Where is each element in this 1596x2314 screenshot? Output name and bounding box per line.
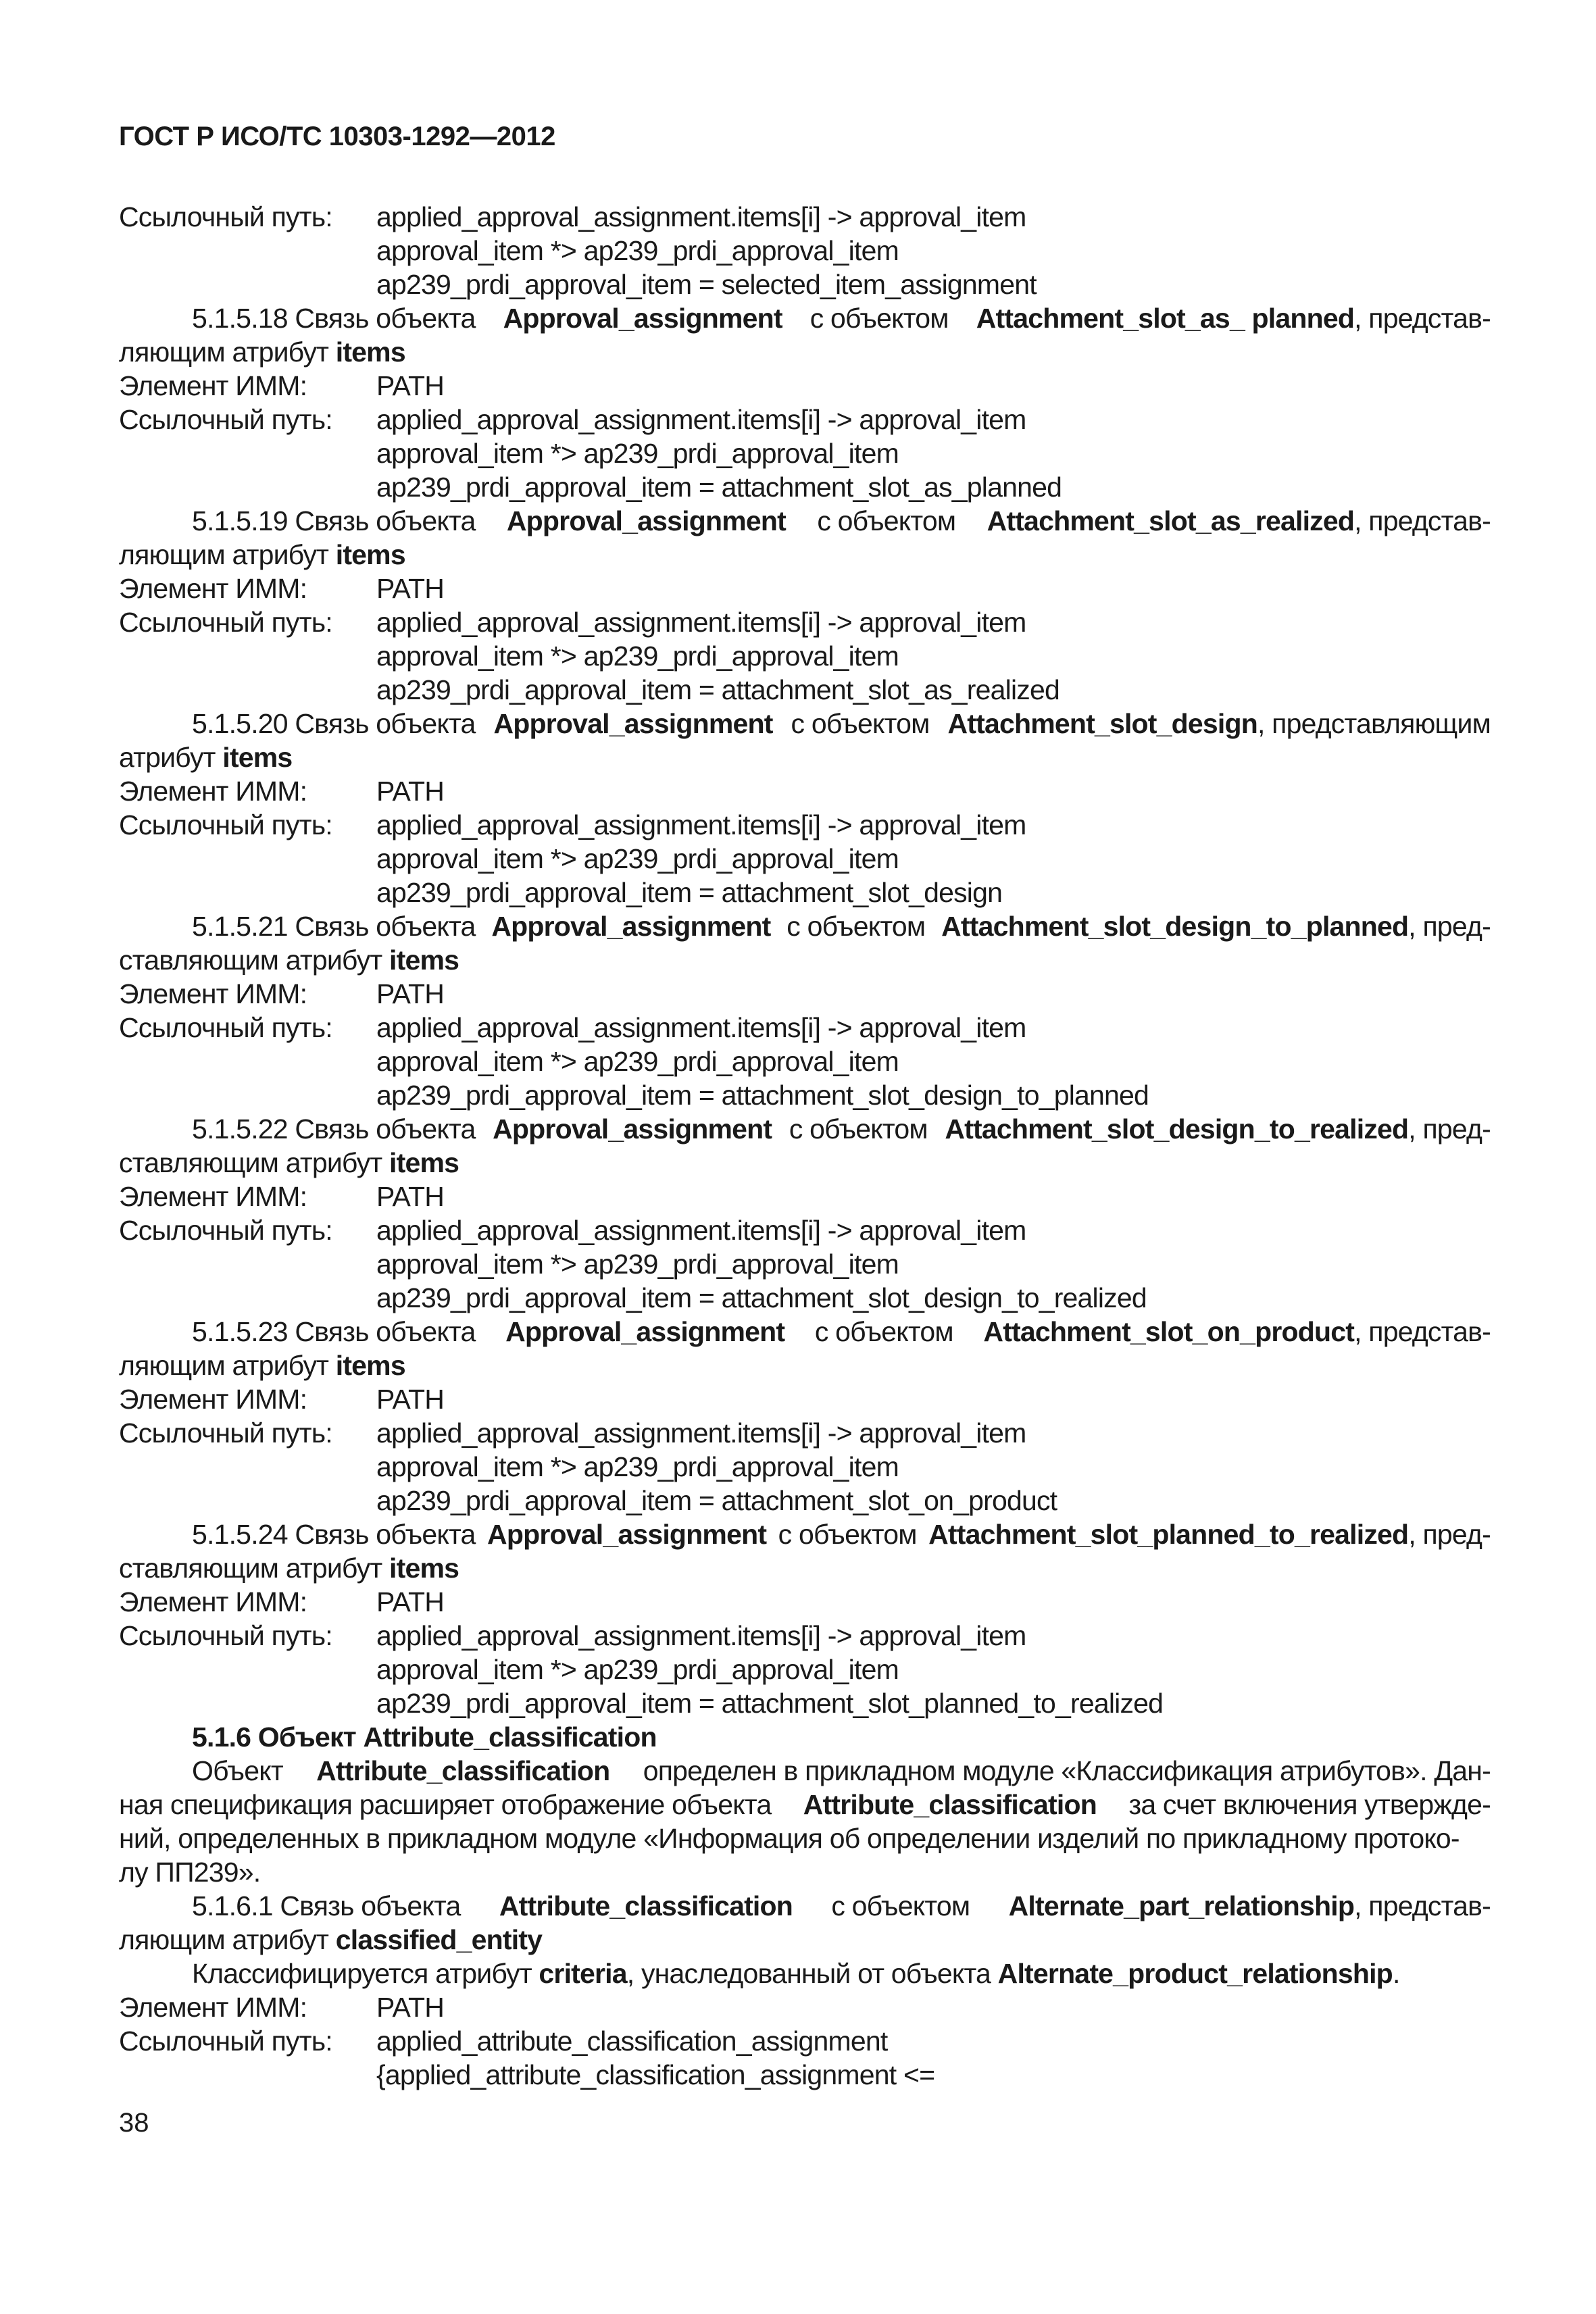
- imm-label: Элемент ИММ:: [119, 978, 307, 1009]
- path-expression: ap239_prdi_approval_item = attachment_slot_as_realized: [376, 674, 1059, 705]
- target-object-name: Attachment_slot_on_product: [983, 1316, 1355, 1347]
- object-name: Approval_assignment: [506, 505, 786, 536]
- object-name: Alternate_product_relationship: [997, 1958, 1393, 1989]
- target-group: [945, 1112, 1491, 1146]
- path-line: [119, 268, 1491, 301]
- heading-continuation: ляющим атрибут: [119, 1924, 329, 1955]
- path-expression: ap239_prdi_approval_item = attachment_slot_as_planned: [376, 472, 1062, 503]
- path-expression: ap239_prdi_approval_item = attachment_slot_design_to_planned: [376, 1080, 1149, 1111]
- attribute-name: criteria: [539, 1958, 627, 1989]
- imm-element-row: [119, 369, 1491, 403]
- path-expression: approval_item *> ap239_prdi_approval_item: [376, 1249, 899, 1280]
- path-expression: applied_approval_assignment.items[i] -> approval_item: [376, 404, 1026, 435]
- path-label: Ссылочный путь:: [119, 1417, 332, 1449]
- target-group: [987, 504, 1491, 538]
- heading-continuation: ляющим атрибут: [119, 539, 329, 570]
- section-heading-continued: [119, 1923, 1491, 1957]
- target-object-name: Attachment_slot_as_ planned: [976, 303, 1355, 334]
- path-expression: approval_item *> ap239_prdi_approval_item: [376, 1654, 899, 1685]
- path-expression: approval_item *> ap239_prdi_approval_item: [376, 1451, 899, 1482]
- path-label: Ссылочный путь:: [119, 1620, 332, 1651]
- path-label: Ссылочный путь:: [119, 201, 332, 232]
- heading-tail: , пред-: [1408, 911, 1491, 942]
- imm-label: Элемент ИММ:: [119, 776, 307, 807]
- connector-text: с объектом: [791, 708, 930, 739]
- path-label: Ссылочный путь:: [119, 1215, 332, 1246]
- target-group: [941, 909, 1491, 943]
- path-line: [119, 403, 1491, 436]
- attribute-name: items: [335, 336, 405, 368]
- heading-tail: , представ-: [1354, 1316, 1491, 1347]
- section-heading: [119, 707, 1491, 740]
- section-heading-continued: [119, 943, 1491, 977]
- target-group: [1009, 1889, 1491, 1923]
- imm-value: PATH: [376, 1181, 445, 1212]
- section-heading: [119, 909, 1491, 943]
- attribute-name: classified_entity: [335, 1924, 543, 1955]
- imm-label: Элемент ИММ:: [119, 1181, 307, 1212]
- path-line: [119, 1416, 1491, 1450]
- path-expression: applied_approval_assignment.items[i] -> approval_item: [376, 607, 1026, 638]
- target-group: [928, 1517, 1491, 1551]
- path-line: [119, 436, 1491, 470]
- section-heading: [119, 1315, 1491, 1349]
- object-name: Attribute_classification: [499, 1890, 793, 1921]
- text: .: [1392, 1958, 1400, 1989]
- target-group: [983, 1315, 1491, 1349]
- section-heading-continued: [119, 740, 1491, 774]
- object-name: Approval_assignment: [491, 911, 771, 942]
- heading-tail: , представ-: [1354, 1890, 1491, 1921]
- path-expression: {applied_attribute_classification_assignment <=: [376, 2059, 935, 2090]
- path-label: Ссылочный путь:: [119, 2026, 332, 2057]
- path-expression: approval_item *> ap239_prdi_approval_item: [376, 438, 899, 469]
- subsection-object-name: Attribute_classification: [363, 1721, 657, 1753]
- path-line: [119, 1247, 1491, 1281]
- subsection-number: 5.1.6 Объект: [192, 1721, 356, 1753]
- object-name: Approval_assignment: [505, 1316, 785, 1347]
- heading-continuation: ставляющим атрибут: [119, 945, 382, 976]
- path-line: [119, 1484, 1491, 1517]
- path-label: Ссылочный путь:: [119, 1012, 332, 1043]
- section-heading: [119, 1112, 1491, 1146]
- text: , унаследованный от объекта: [626, 1958, 991, 1989]
- connector-text: с объектом: [787, 911, 926, 942]
- heading-continuation: ляющим атрибут: [119, 336, 329, 368]
- path-line: [119, 1450, 1491, 1484]
- section-heading-continued: [119, 335, 1491, 369]
- text: определен в прикладном модуле «Классификация атрибутов». Дан-: [643, 1755, 1491, 1786]
- imm-value: PATH: [376, 573, 445, 604]
- heading-tail: , пред-: [1408, 1113, 1491, 1145]
- section-number: 5.1.5.23 Связь объекта: [192, 1316, 476, 1347]
- section-heading: [119, 1517, 1491, 1551]
- text: Классифицируется атрибут: [192, 1958, 532, 1989]
- imm-label: Элемент ИММ:: [119, 1384, 307, 1415]
- page-number: 38: [119, 2108, 149, 2138]
- text: за счет включения утвержде-: [1128, 1789, 1491, 1820]
- text: ная спецификация расширяет отображение объекта: [119, 1789, 772, 1820]
- object-name: Approval_assignment: [493, 708, 773, 739]
- path-expression: approval_item *> ap239_prdi_approval_item: [376, 235, 899, 266]
- target-object-name: Alternate_part_relationship: [1008, 1890, 1355, 1921]
- path-expression: applied_approval_assignment.items[i] -> approval_item: [376, 1417, 1026, 1449]
- path-line: [119, 1619, 1491, 1653]
- imm-value: PATH: [376, 370, 445, 401]
- path-line: [119, 1213, 1491, 1247]
- section-number: 5.1.5.24 Связь объекта: [192, 1519, 476, 1550]
- path-line: [119, 1045, 1491, 1078]
- attribute-name: items: [335, 1350, 405, 1381]
- path-expression: approval_item *> ap239_prdi_approval_item: [376, 843, 899, 874]
- target-object-name: Attachment_slot_design_to_planned: [941, 911, 1409, 942]
- path-line: [119, 1686, 1491, 1720]
- section-heading: [119, 301, 1491, 335]
- path-line: [119, 200, 1491, 234]
- path-expression: approval_item *> ap239_prdi_approval_item: [376, 640, 899, 672]
- object-name: Approval_assignment: [503, 303, 782, 334]
- path-line: [119, 673, 1491, 707]
- paragraph-line: [119, 1754, 1491, 1788]
- path-expression: applied_approval_assignment.items[i] -> approval_item: [376, 1215, 1026, 1246]
- target-object-name: Attachment_slot_as_realized: [987, 505, 1355, 536]
- text: Объект: [192, 1755, 283, 1786]
- section-number: 5.1.5.20 Связь объекта: [192, 708, 476, 739]
- imm-label: Элемент ИММ:: [119, 1586, 307, 1617]
- connector-text: с объектом: [814, 1316, 953, 1347]
- target-group: [947, 707, 1491, 740]
- imm-value: PATH: [376, 1992, 445, 2023]
- path-expression: ap239_prdi_approval_item = attachment_slot_design_to_realized: [376, 1282, 1147, 1313]
- section-heading-continued: [119, 1146, 1491, 1180]
- path-expression: ap239_prdi_approval_item = attachment_slot_design: [376, 877, 1003, 908]
- path-line: [119, 808, 1491, 842]
- path-line: [119, 1078, 1491, 1112]
- target-object-name: Attachment_slot_design_to_realized: [945, 1113, 1409, 1145]
- paragraph-line: [119, 1821, 1491, 1855]
- document-body: [119, 200, 1491, 2092]
- section-heading-continued: [119, 538, 1491, 572]
- text: лу ПП239».: [119, 1857, 261, 1888]
- path-line: [119, 234, 1491, 268]
- path-expression: applied_approval_assignment.items[i] -> approval_item: [376, 1620, 1026, 1651]
- heading-continuation: ставляющим атрибут: [119, 1147, 382, 1178]
- text: ний, определенных в прикладном модуле «Информация об определении изделий по прикладному протоко-: [119, 1823, 1460, 1854]
- imm-label: Элемент ИММ:: [119, 370, 307, 401]
- path-line: [119, 470, 1491, 504]
- section-number: 5.1.5.22 Связь объекта: [192, 1113, 476, 1145]
- path-label: Ссылочный путь:: [119, 607, 332, 638]
- paragraph-line: [119, 1855, 1491, 1889]
- path-line: [119, 1653, 1491, 1686]
- subsection-heading: [119, 1720, 1491, 1754]
- connector-text: с объектом: [778, 1519, 917, 1550]
- heading-tail: , представ-: [1354, 505, 1491, 536]
- target-object-name: Attachment_slot_planned_to_realized: [928, 1519, 1409, 1550]
- target-group: [976, 301, 1491, 335]
- path-line: [119, 876, 1491, 909]
- path-expression: applied_approval_assignment.items[i] -> approval_item: [376, 1012, 1026, 1043]
- imm-element-row: [119, 774, 1491, 808]
- section-heading-continued: [119, 1551, 1491, 1585]
- section-heading: [119, 504, 1491, 538]
- target-object-name: Attachment_slot_design: [947, 708, 1257, 739]
- path-expression: approval_item *> ap239_prdi_approval_item: [376, 1046, 899, 1077]
- path-line: [119, 2024, 1491, 2058]
- connector-text: с объектом: [809, 303, 949, 334]
- connector-text: с объектом: [789, 1113, 928, 1145]
- paragraph-line: [119, 1788, 1491, 1821]
- imm-label: Элемент ИММ:: [119, 1992, 307, 2023]
- path-expression: applied_approval_assignment.items[i] -> approval_item: [376, 809, 1026, 840]
- imm-element-row: [119, 1585, 1491, 1619]
- path-line: [119, 1281, 1491, 1315]
- path-line: [119, 1011, 1491, 1045]
- section-heading-continued: [119, 1349, 1491, 1382]
- heading-tail: , пред-: [1408, 1519, 1491, 1550]
- imm-element-row: [119, 1382, 1491, 1416]
- connector-text: с объектом: [831, 1890, 970, 1921]
- page-header: ГОСТ Р ИСО/ТС 10303-1292—2012: [119, 122, 555, 151]
- imm-element-row: [119, 1180, 1491, 1213]
- path-expression: applied_approval_assignment.items[i] -> approval_item: [376, 201, 1026, 232]
- section-heading: [119, 1889, 1491, 1923]
- heading-continuation: ляющим атрибут: [119, 1350, 329, 1381]
- imm-label: Элемент ИММ:: [119, 573, 307, 604]
- heading-tail: , представляющим: [1257, 708, 1491, 739]
- path-line: [119, 639, 1491, 673]
- path-expression: ap239_prdi_approval_item = attachment_slot_on_product: [376, 1485, 1057, 1516]
- path-expression: applied_attribute_classification_assignment: [376, 2026, 888, 2057]
- section-number: 5.1.5.18 Связь объекта: [192, 303, 476, 334]
- path-line: [119, 842, 1491, 876]
- object-name: Approval_assignment: [493, 1113, 772, 1145]
- imm-element-row: [119, 1990, 1491, 2024]
- section-number: 5.1.5.19 Связь объекта: [192, 505, 476, 536]
- imm-value: PATH: [376, 1384, 445, 1415]
- object-name: Approval_assignment: [487, 1519, 767, 1550]
- heading-tail: , представ-: [1354, 303, 1491, 334]
- path-expression: ap239_prdi_approval_item = selected_item_assignment: [376, 269, 1037, 300]
- imm-value: PATH: [376, 776, 445, 807]
- attribute-name: items: [222, 742, 293, 773]
- classification-note: [119, 1957, 1491, 1990]
- attribute-name: items: [389, 945, 459, 976]
- imm-value: PATH: [376, 1586, 445, 1617]
- imm-element-row: [119, 572, 1491, 605]
- path-line: [119, 2058, 1491, 2092]
- imm-value: PATH: [376, 978, 445, 1009]
- path-label: Ссылочный путь:: [119, 404, 332, 435]
- section-number: 5.1.5.21 Связь объекта: [192, 911, 476, 942]
- section-number: 5.1.6.1 Связь объекта: [192, 1890, 461, 1921]
- heading-continuation: атрибут: [119, 742, 216, 773]
- object-name: Attribute_classification: [803, 1789, 1097, 1820]
- imm-element-row: [119, 977, 1491, 1011]
- path-line: [119, 605, 1491, 639]
- path-expression: ap239_prdi_approval_item = attachment_slot_planned_to_realized: [376, 1688, 1164, 1719]
- attribute-name: items: [389, 1553, 459, 1584]
- path-label: Ссылочный путь:: [119, 809, 332, 840]
- attribute-name: items: [389, 1147, 459, 1178]
- heading-continuation: ставляющим атрибут: [119, 1553, 382, 1584]
- attribute-name: items: [335, 539, 405, 570]
- connector-text: с объектом: [817, 505, 956, 536]
- object-name: Attribute_classification: [316, 1755, 610, 1786]
